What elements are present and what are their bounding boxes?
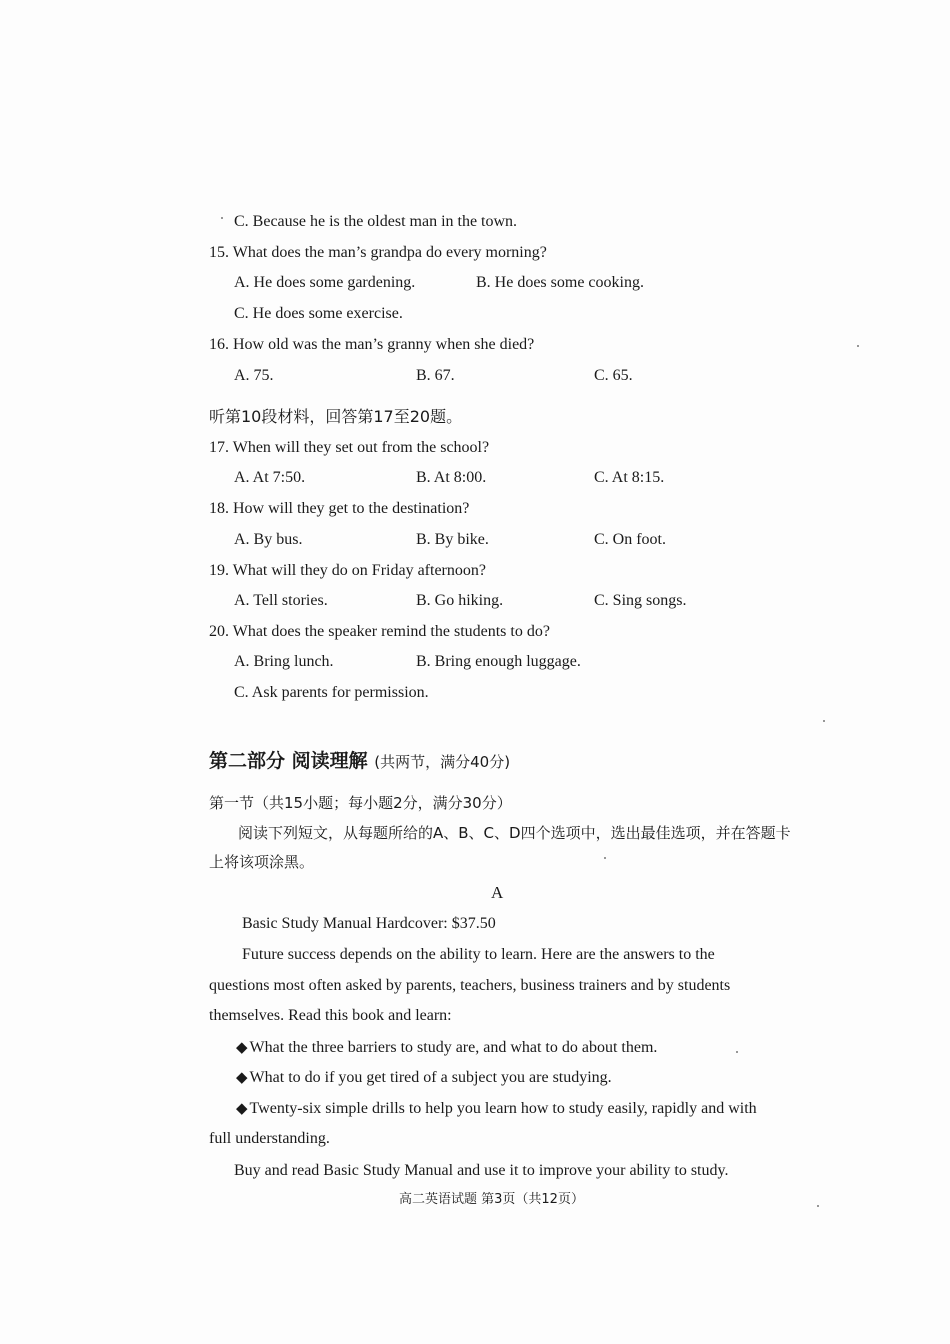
q17-option-c: C. At 8:15. bbox=[594, 469, 665, 486]
q20-option-a: A. Bring lunch. bbox=[234, 653, 334, 670]
q17-option-a: A. At 7:50. bbox=[234, 469, 306, 486]
diamond-bullet-icon: ◆ bbox=[236, 1101, 248, 1117]
scan-speck bbox=[736, 1051, 738, 1053]
scan-speck bbox=[817, 1205, 819, 1207]
section1-heading: 第一节（共15小题；每小题2分，满分30分） bbox=[209, 794, 512, 812]
scan-speck bbox=[823, 720, 825, 722]
part2-title: 第二部分 阅读理解 bbox=[209, 750, 368, 772]
passage-intro-line3: themselves. Read this book and learn: bbox=[209, 1007, 452, 1024]
reading-instruction-line2: 上将该项涂黑。 bbox=[209, 853, 315, 871]
reading-instruction-line1: 阅读下列短文，从每题所给的A、B、C、D四个选项中，选出最佳选项，并在答题卡 bbox=[238, 824, 791, 842]
q15-option-c: C. He does some exercise. bbox=[234, 305, 403, 322]
page-footer: 高二英语试题 第3页（共12页） bbox=[399, 1192, 584, 1207]
passage-title: Basic Study Manual Hardcover: $37.50 bbox=[242, 915, 496, 932]
part2-heading bbox=[209, 749, 510, 774]
q19-option-a: A. Tell stories. bbox=[234, 592, 328, 609]
bullet-item-3 bbox=[236, 1099, 757, 1119]
q15-question: 15. What does the man’s grandpa do every morning? bbox=[209, 244, 547, 261]
bullet-item-3-continued: full understanding. bbox=[209, 1130, 330, 1147]
scan-speck bbox=[857, 345, 859, 347]
q18-option-c: C. On foot. bbox=[594, 531, 666, 548]
bullet-text: What to do if you get tired of a subject you are studying. bbox=[249, 1069, 612, 1086]
q20-option-c: C. Ask parents for permission. bbox=[234, 684, 429, 701]
bullet-item-1 bbox=[236, 1038, 657, 1058]
q18-option-b: B. By bike. bbox=[416, 531, 489, 548]
passage-letter: A bbox=[491, 883, 504, 902]
bullet-text: Twenty-six simple drills to help you learn how to study easily, rapidly and with bbox=[249, 1100, 757, 1117]
q14-option-c: C. Because he is the oldest man in the town. bbox=[234, 213, 518, 230]
q19-option-b: B. Go hiking. bbox=[416, 592, 504, 609]
diamond-bullet-icon: ◆ bbox=[236, 1040, 248, 1056]
q16-option-c: C. 65. bbox=[594, 367, 633, 384]
q15-option-b: B. He does some cooking. bbox=[476, 274, 644, 291]
q16-option-a: A. 75. bbox=[234, 367, 274, 384]
q15-option-a: A. He does some gardening. bbox=[234, 274, 416, 291]
bullet-item-2 bbox=[236, 1068, 612, 1088]
passage-intro-line2: questions most often asked by parents, teachers, business trainers and by students bbox=[209, 977, 731, 994]
q16-question: 16. How old was the man’s granny when she died? bbox=[209, 336, 535, 353]
q19-option-c: C. Sing songs. bbox=[594, 592, 687, 609]
listening-instruction-10: 听第10段材料，回答第17至20题。 bbox=[209, 407, 463, 426]
scan-speck bbox=[604, 857, 606, 859]
passage-closing: Buy and read Basic Study Manual and use it to improve your ability to study. bbox=[234, 1162, 729, 1179]
q19-question: 19. What will they do on Friday afternoon? bbox=[209, 562, 486, 579]
q18-question: 18. How will they get to the destination? bbox=[209, 500, 470, 517]
q20-option-b: B. Bring enough luggage. bbox=[416, 653, 581, 670]
q16-option-b: B. 67. bbox=[416, 367, 455, 384]
q17-question: 17. When will they set out from the school? bbox=[209, 439, 490, 456]
part2-title-note: (共两节，满分40分) bbox=[374, 753, 511, 771]
diamond-bullet-icon: ◆ bbox=[236, 1070, 248, 1086]
q18-option-a: A. By bus. bbox=[234, 531, 303, 548]
scan-speck bbox=[221, 217, 223, 219]
q20-question: 20. What does the speaker remind the students to do? bbox=[209, 623, 550, 640]
q17-option-b: B. At 8:00. bbox=[416, 469, 487, 486]
passage-intro-line1: Future success depends on the ability to learn. Here are the answers to the bbox=[242, 946, 715, 963]
bullet-text: What the three barriers to study are, and what to do about them. bbox=[249, 1039, 658, 1056]
